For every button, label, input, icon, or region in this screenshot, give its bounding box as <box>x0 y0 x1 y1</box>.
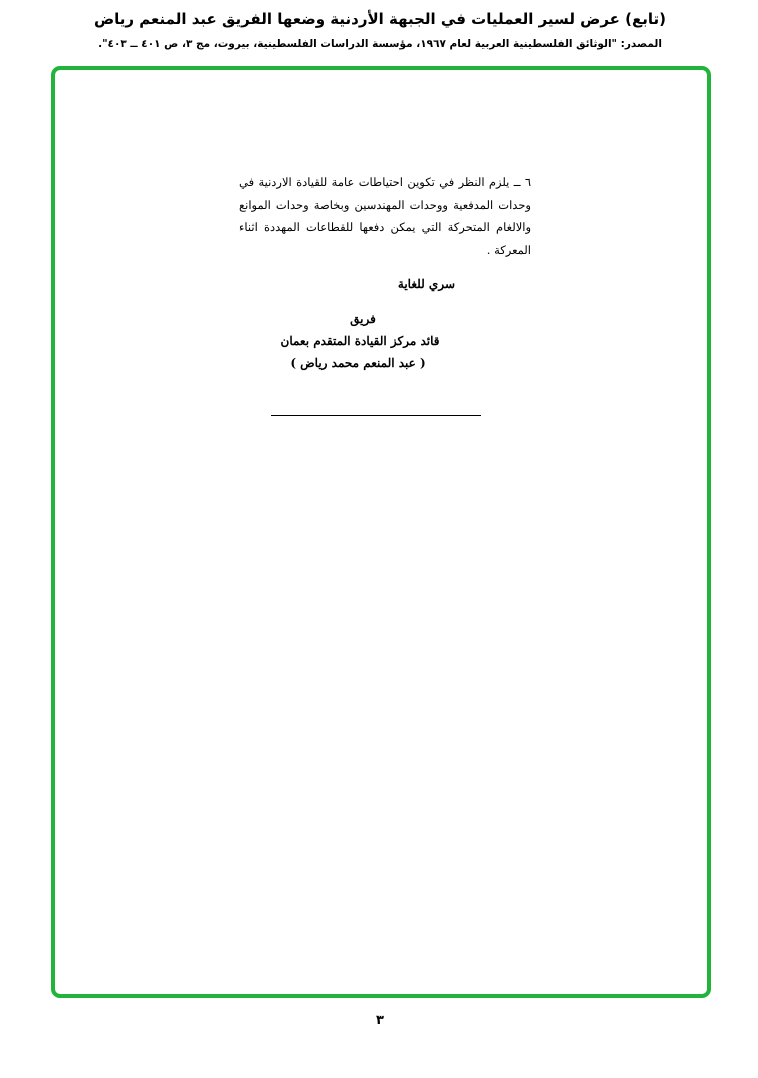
page-number: ٣ <box>376 1013 384 1028</box>
document-frame <box>51 66 711 998</box>
document-paragraph: ٦ ــ يلزم النظر في تكوين احتياطات عامة للقيادة الاردنية في وحدات المدفعية ووحدات المهندسين وبخاصة وحدات الموانع والالغام المتحركة التي يمكن دفعها للقطاعات المهددة اثناء المعركة . <box>239 175 531 257</box>
source-citation: المصدر: "الوثائق الفلسطينية العربية لعام ١٩٦٧، مؤسسة الدراسات الفلسطينية، بيروت، مج ٣، ص ٤٠١ ــ ٤٠٣". <box>98 38 662 50</box>
page-title: (تابع) عرض لسير العمليات في الجبهة الأردنية وضعها الفريق عبد المنعم رياض <box>93 10 667 28</box>
signature-position: قائد مركز القيادة المتقدم بعمان <box>280 334 440 348</box>
scanned-page <box>55 70 707 994</box>
classification-label: سري للغاية <box>397 277 455 291</box>
end-divider <box>271 415 481 416</box>
signature-name: ( عبد المنعم محمد رياض ) <box>290 356 426 370</box>
signature-rank: فريق <box>350 312 376 326</box>
signature-block <box>245 308 475 374</box>
